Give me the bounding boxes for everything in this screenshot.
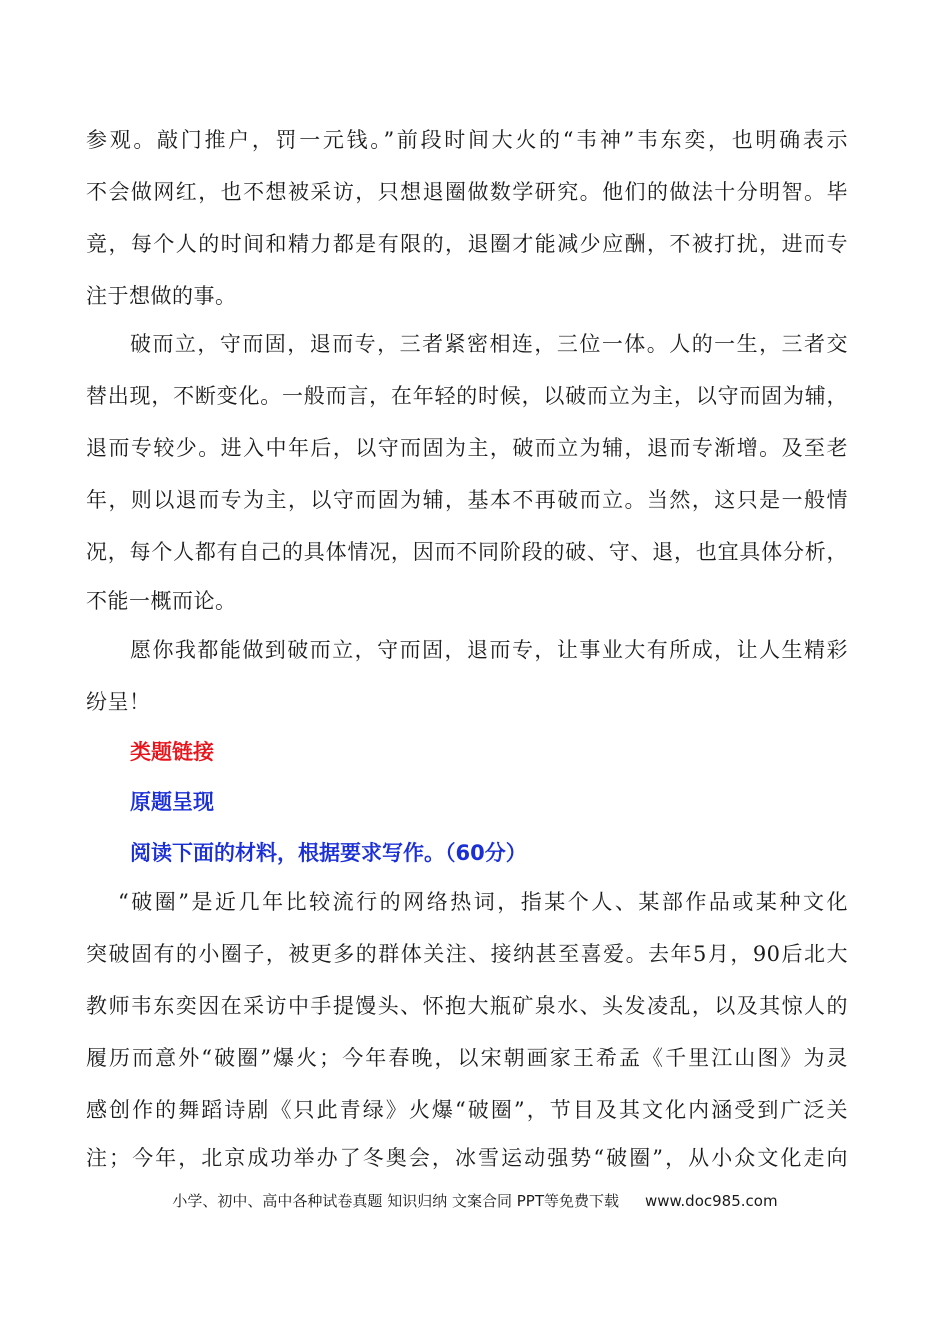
material-line-4: 履历而意外“破圈”爆火；今年春晚，以宋朝画家王希孟《千里江山图》为灵 [86,1046,848,1070]
paragraph-3-line-1: 愿你我都能做到破而立，守而固，退而专，让事业大有所成，让人生精彩 [130,638,848,662]
material-line-1: “破圈”是近几年比较流行的网络热词，指某个人、某部作品或某种文化 [118,890,848,914]
footer-text: 小学、初中、高中各种试卷真题 知识归纳 文案合同 PPT等免费下载 [172,1192,619,1210]
paragraph-1-line-4: 注于想做的事。 [86,284,237,308]
writing-instruction-heading: 阅读下面的材料，根据要求写作。（60分） [130,841,527,865]
paragraph-2-line-4: 年，则以退而专为主，以守而固为辅，基本不再破而立。当然，这只是一般情 [86,488,848,512]
page-footer [0,1190,950,1212]
paragraph-2-line-6: 不能一概而论。 [86,589,237,613]
material-line-5: 感创作的舞蹈诗剧《只此青绿》火爆“破圈”，节目及其文化内涵受到广泛关 [86,1098,848,1122]
paragraph-3-line-2: 纷呈！ [86,690,151,714]
paragraph-2-line-1: 破而立，守而固，退而专，三者紧密相连，三位一体。人的一生，三者交 [130,332,848,356]
paragraph-1-line-2: 不会做网红，也不想被采访，只想退圈做数学研究。他们的做法十分明智。毕 [86,180,848,204]
paragraph-2-line-2: 替出现，不断变化。一般而言，在年轻的时候，以破而立为主，以守而固为辅， [86,384,848,408]
paragraph-2-line-5: 况，每个人都有自己的具体情况，因而不同阶段的破、守、退，也宜具体分析， [86,540,848,564]
related-questions-heading: 类题链接 [130,740,214,764]
footer-site-link[interactable]: www.doc985.com [644,1192,778,1210]
paragraph-1-line-3: 竟，每个人的时间和精力都是有限的，退圈才能减少应酬，不被打扰，进而专 [86,232,848,256]
paragraph-2-line-3: 退而专较少。进入中年后，以守而固为主，破而立为辅，退而专渐增。及至老 [86,436,848,460]
material-line-2: 突破固有的小圈子，被更多的群体关注、接纳甚至喜爱。去年5月，90后北大 [86,942,848,966]
original-question-heading: 原题呈现 [130,790,214,814]
paragraph-1-line-1: 参观。敲门推户，罚一元钱。”前段时间大火的“韦神”韦东奕，也明确表示 [86,128,848,152]
material-line-6: 注；今年，北京成功举办了冬奥会，冰雪运动强势“破圈”，从小众文化走向 [86,1146,848,1170]
material-line-3: 教师韦东奕因在采访中手提馒头、怀抱大瓶矿泉水、头发凌乱，以及其惊人的 [86,994,848,1018]
